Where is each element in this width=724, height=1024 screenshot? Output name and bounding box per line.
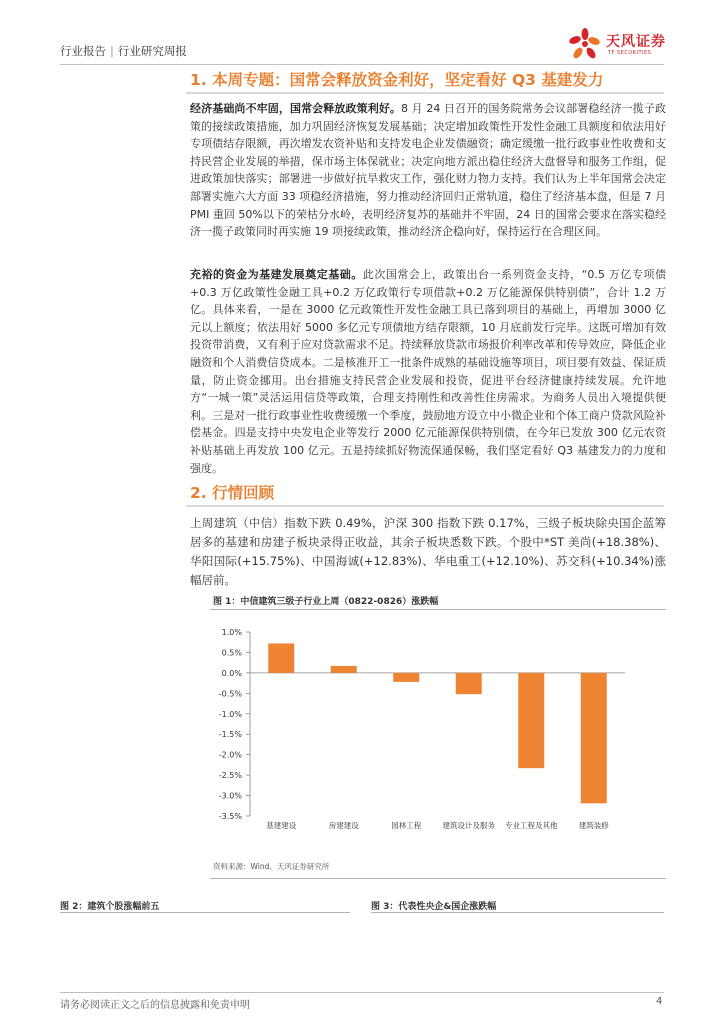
paragraph-market-review: 上周建筑（中信）指数下跌 0.49%，沪深 300 指数下跌 0.17%，三级子板块除央国企蓝筹居多的基建和房建子板块录得正收益，其余子板块悉数下跌。个股中*ST 美尚(+18.38%)、华阳国际(+15.75%)、中国海诚(+12.83%)、华电重工(+12.10%)、苏交科(+10.34%)涨幅居前。 [190, 516, 666, 587]
paragraph-funding [190, 266, 666, 477]
y-tick-label: 1.0% [221, 628, 242, 637]
figure1-source: 资料来源：Wind、天风证券研究所 [213, 862, 330, 871]
y-tick-label: 0.0% [221, 668, 242, 678]
logo-english-name: TF SECURITIES [608, 50, 652, 56]
y-tick-label: -1.0% [218, 709, 242, 719]
y-tick-label: -2.5% [218, 771, 242, 781]
figure2-title-divider [60, 912, 350, 913]
x-category-label: 建筑装修 [578, 821, 609, 830]
bar-3 [393, 673, 419, 682]
report-subcategory: 行业研究周报 [117, 44, 187, 58]
bar-chart [205, 620, 635, 840]
bar-4 [456, 673, 482, 694]
y-tick-label: -0.5% [218, 689, 242, 699]
header-divider [60, 64, 664, 65]
paragraph-economy [190, 100, 666, 241]
report-header [60, 43, 187, 59]
y-tick-label: 0.5% [221, 648, 242, 658]
y-tick-label: -3.0% [218, 791, 242, 801]
section2-title-underline [186, 505, 664, 507]
x-category-label: 专业工程及其他 [505, 821, 558, 830]
section1-title-underline [186, 92, 664, 94]
paragraph-funding-lead: 充裕的资金为基建发展奠定基础。 [190, 268, 363, 281]
bar-1 [268, 643, 294, 672]
footer-disclaimer: 请务必阅读正文之后的信息披露和免责申明 [60, 1000, 250, 1011]
x-category-label: 基建建设 [266, 821, 297, 830]
section1-title: 1. 本周专题：国常会释放资金利好，坚定看好 Q3 基建发力 [190, 71, 604, 89]
x-category-label: 建筑设计及服务 [442, 821, 495, 830]
figure3-title: 图 3：代表性央企&国企涨跌幅 [371, 902, 497, 912]
bar-5 [518, 673, 544, 768]
figure1-bottom-divider [210, 878, 666, 879]
paragraph-economy-body: 8 月 24 日召开的国务院常务会议部署稳经济一揽子政策的接续政策措施，加力巩固经济恢复发展基础；决定增加政策性开发性金融工具额度和依法用好专项债结存限额，再次增发农资补贴和支持发电企业发债融资；确定缓缴一批行政事业性收费和支持民营企业发展的举措，保市场主体保就业；决定向地方派出稳住经济大盘督导和服务工作组，促进政策加快落实；部署进一步做好抗旱救灾工作，强化财力物力支持。我们认为上半年国常会决定部署实施六大方面 33 项稳经济措施，努力推动经济回归正常轨道，稳住了经济基本盘，但是 7 月 PMI 重回 50%以下的荣枯分水岭，表明经济复苏的基础并不牢固，24 日的国常会要求在落实稳经济一揽子政策同时再实施 19 项接续政策，推动经济企稳向好，保持运行在合理区间。 [190, 102, 667, 239]
bar-6 [581, 673, 607, 803]
y-tick-label: -1.5% [218, 730, 242, 740]
y-tick-label: -3.5% [218, 812, 242, 821]
pinwheel-logo-icon [568, 28, 602, 60]
report-category: 行业报告 [60, 44, 106, 58]
footer-divider [60, 992, 664, 993]
paragraph-economy-lead: 经济基础尚不牢固，国常会释放政策利好。 [190, 102, 402, 115]
paragraph-funding-body: 此次国常会上，政策出台一系列资金支持，“0.5 万亿专项债+0.3 万亿政策性金融工具+0.2 万亿政策行专项借款+0.2 万亿能源保供特别债”，合计 1.2 万亿。具体来看，一是在 3000 亿元政策性开发性金融工具已落到项目的基础上，再增加 3000 亿元以上额度；依法用好 5000 多亿元专项债地方结存限额，10 月底前发行完毕。这既可增加有效投资带消费，又有利于应对贷款需求不足。持续释放贷款市场报价利率改革和传导效应，降低企业融资和个人消费信贷成本。二是核准开工一批条件成熟的基础设施等项目，项目要有效益、保证质量，防止资金挪用。出台措施支持民营企业发展和投资，促进平台经济健康持续发展。允许地方“一城一策”灵活运用信贷等政策，合理支持刚性和改善性住房需求。为商务人员出入境提供便利。三是对一批行政事业性收费缓缴一个季度，鼓励地方设立中小微企业和个体工商户贷款风险补偿基金。四是支持中央发电企业等发行 2000 亿元能源保供特别债，在今年已发放 300 亿元农资补贴基础上再发放 100 亿元。五是持续抓好物流保通保畅，我们坚定看好 Q3 基建发力的力度和强度。 [190, 268, 666, 475]
figure3-title-divider [371, 912, 664, 913]
bar-2 [331, 666, 357, 673]
page-number: 4 [656, 996, 663, 1007]
figure1-title: 图 1：中信建筑三级子行业上周（0822-0826）涨跌幅 [213, 597, 439, 607]
logo-name: 天风证券 [606, 34, 666, 50]
x-category-label: 房建建设 [328, 821, 359, 830]
section2-title: 2. 行情回顾 [190, 484, 275, 502]
figure1-title-divider [210, 609, 666, 610]
header-separator: | [110, 44, 114, 58]
chart-plot-area [219, 628, 625, 830]
y-tick-label: -2.0% [218, 750, 242, 760]
figure2-title: 图 2：建筑个股涨幅前五 [60, 902, 160, 912]
company-logo [568, 28, 678, 62]
x-category-label: 园林工程 [391, 821, 422, 830]
